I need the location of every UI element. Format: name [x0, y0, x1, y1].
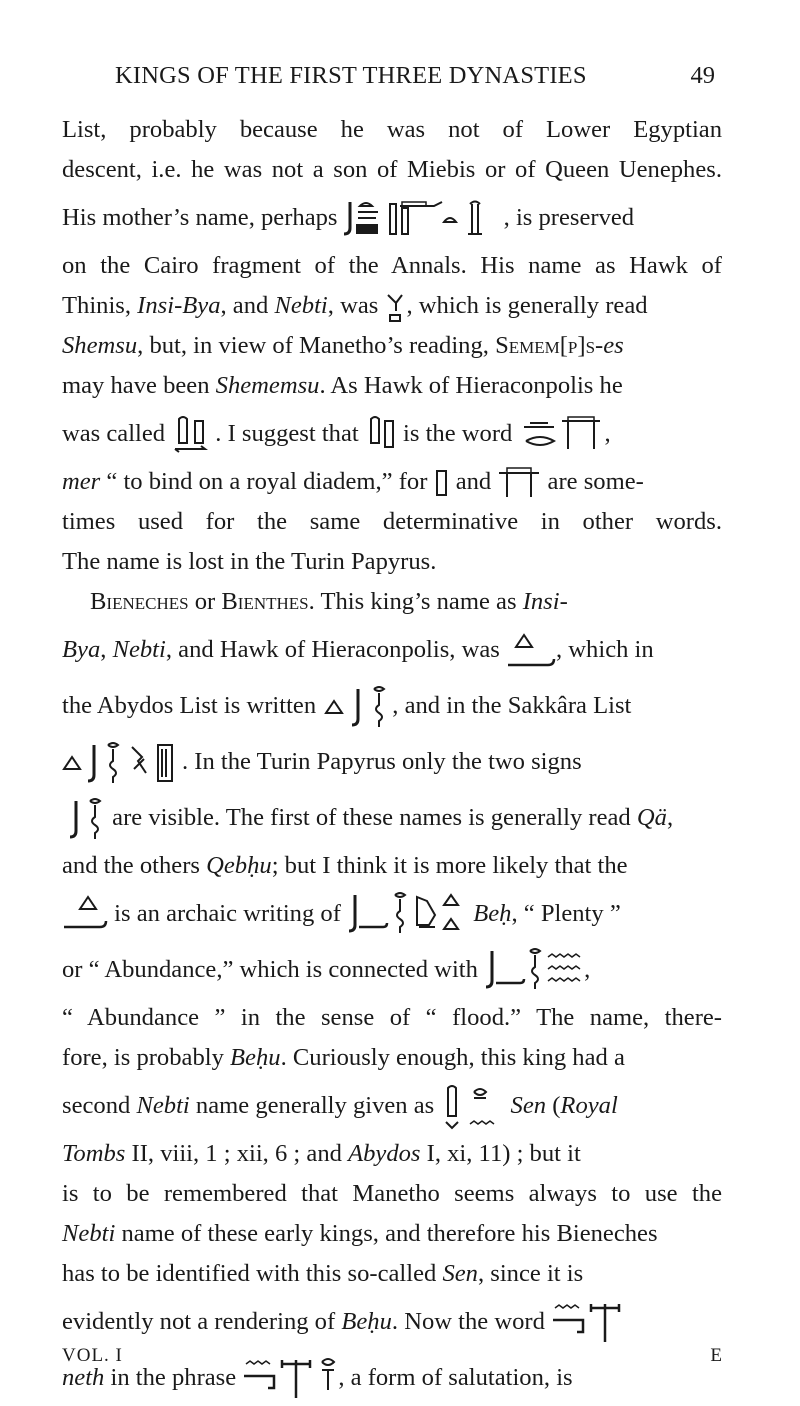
body-text	[62, 110, 722, 1406]
text-line: the Abydos List is written , and in the Sakkâra List	[62, 678, 722, 734]
text-line: fore, is probably Beḥu. Curiously enough, this king had a	[62, 1044, 625, 1071]
hieroglyph-icon	[518, 415, 604, 455]
text-line: neth in the phrase , a form of salutation, is	[62, 1350, 722, 1406]
text-line: “ Abundance ” in the sense of “ flood.” The name, there-	[62, 1004, 722, 1031]
hieroglyph-icon	[344, 198, 504, 240]
hieroglyph-icon	[506, 631, 556, 671]
text-line: or “ Abundance,” which is connected with ,	[62, 942, 722, 998]
volume-signature: VOL. I	[62, 1345, 123, 1366]
hieroglyph-icon	[171, 415, 215, 455]
hieroglyph-icon	[62, 893, 108, 937]
text-line: Nebti name of these early kings, and therefore his Bieneches	[62, 1220, 658, 1247]
text-line: Shemsu, but, in view of Manetho’s reading, Semem[p]s-es	[62, 332, 624, 359]
printer-signature: E	[710, 1345, 722, 1366]
text-line: and the others Qebḥu; but I think it is more likely that the	[62, 852, 628, 879]
hieroglyph-icon	[62, 739, 182, 787]
text-line: The name is lost in the Turin Papyrus.	[62, 548, 437, 575]
text-line: on the Cairo fragment of the Annals. His name as Hawk of	[62, 252, 722, 279]
text-line: may have been Shememsu. As Hawk of Hieraconpolis he	[62, 372, 623, 399]
text-line: times used for the same determinative in other words.	[62, 508, 722, 535]
text-line: second Nebti name generally given as Sen (Royal	[62, 1078, 722, 1134]
hieroglyph-icon	[484, 947, 584, 995]
text-line: descent, i.e. he was not a son of Miebis or of Queen Uenephes.	[62, 156, 722, 183]
text-line: His mother’s name, perhaps , is preserved	[62, 190, 722, 246]
running-head: KINGS OF THE FIRST THREE DYNASTIES	[115, 62, 587, 89]
hieroglyph-icon	[497, 467, 541, 499]
hieroglyph-icon	[440, 1084, 504, 1130]
text-line: are visible. The first of these names is generally read Qä,	[62, 790, 722, 846]
text-line: . In the Turin Papyrus only the two signs	[62, 734, 722, 790]
hieroglyph-icon	[62, 797, 106, 841]
text-line: has to be identified with this so-called Sen, since it is	[62, 1260, 584, 1287]
text-line: Bieneches or Bienthes. This king’s name as Insi-	[90, 588, 568, 615]
page-footer	[62, 1345, 722, 1371]
text-line: Thinis, Insi-Bya, and Nebti, was , which is generally read	[62, 286, 722, 326]
text-line: Bya, Nebti, and Hawk of Hieraconpolis, was , which in	[62, 622, 722, 678]
hieroglyph-icon	[347, 891, 467, 939]
hieroglyph-icon	[365, 415, 397, 455]
page-header	[115, 62, 715, 94]
text-line: List, probably because he was not of Lower Egyptian	[62, 116, 722, 143]
text-line: is an archaic writing of Beḥ, “ Plenty ”	[62, 886, 722, 942]
text-line: evidently not a rendering of Beḥu. Now the word	[62, 1294, 722, 1350]
text-line: was called . I suggest that is the word ,	[62, 406, 722, 462]
page-number: 49	[690, 62, 715, 89]
text-line: is to be remembered that Manetho seems always to use the	[62, 1180, 722, 1207]
hieroglyph-icon	[384, 289, 406, 325]
hieroglyph-icon	[551, 1300, 621, 1346]
hieroglyph-icon	[434, 467, 450, 499]
hieroglyph-icon	[322, 685, 392, 729]
text-line: mer “ to bind on a royal diadem,” for and are some-	[62, 462, 722, 502]
text-line: Tombs II, viii, 1 ; xii, 6 ; and Abydos I, xi, 11) ; but it	[62, 1140, 581, 1167]
